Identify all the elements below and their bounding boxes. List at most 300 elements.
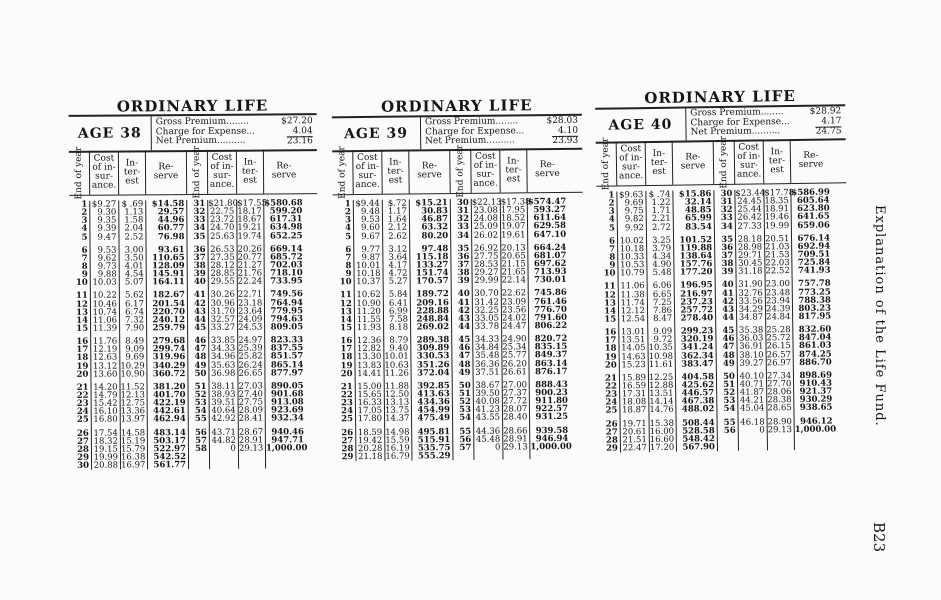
table-cell: 33.78 xyxy=(474,321,500,332)
table-cell: 30.96 xyxy=(210,298,235,309)
header-line: serve xyxy=(535,168,560,180)
table-cell: 647.10 xyxy=(533,229,567,240)
table-cell: 9.35 xyxy=(97,215,117,226)
table-cell: 145.91 xyxy=(152,269,185,280)
table-cell: 18.59 xyxy=(357,427,383,438)
table-cell: 51 xyxy=(194,381,207,392)
table-cell: 32.57 xyxy=(210,314,236,325)
table-cell: 27 xyxy=(77,436,89,447)
table-cell: 330.53 xyxy=(416,351,450,362)
table-cell: 28.40 xyxy=(503,412,528,423)
column-right-cost xyxy=(208,200,239,469)
table-cell: 10.01 xyxy=(384,351,409,363)
header-line: In- xyxy=(770,146,784,157)
table-cell: 10 xyxy=(603,268,616,279)
table-cell: 9.39 xyxy=(97,223,117,235)
table-cell: 6.65 xyxy=(652,289,672,300)
table-cell: 764.94 xyxy=(270,297,303,309)
table-cell: $ .69 xyxy=(121,199,144,210)
table-cell: 383.47 xyxy=(681,358,714,370)
header-end-of-year xyxy=(69,146,90,200)
table-cell: 16.97 xyxy=(121,460,146,471)
column-left-interest xyxy=(646,191,677,452)
table-cell: 1,000.00 xyxy=(265,443,308,454)
table-cell: 52 xyxy=(458,396,471,408)
table-cell: 6.41 xyxy=(388,298,408,309)
table-cell: 10.37 xyxy=(356,277,381,288)
table-cell: 43 xyxy=(194,306,207,317)
table-cell: 20.26 xyxy=(237,244,262,255)
table-cell: 3.25 xyxy=(652,235,672,246)
table-cell: 7 xyxy=(609,244,616,255)
gross-premium-label: Gross Premium........ xyxy=(155,116,250,128)
table-title: ORDINARY LIFE xyxy=(644,86,796,108)
table-cell: 5.62 xyxy=(124,290,144,301)
table-cell: 9.48 xyxy=(360,206,380,218)
table-cell: 35 xyxy=(193,231,206,242)
table-cell: 32 xyxy=(457,214,470,225)
table-cell: 11.38 xyxy=(620,289,645,300)
table-cell: 37 xyxy=(721,250,734,262)
table-cell: 9.09 xyxy=(125,344,145,355)
header-label: End of year xyxy=(600,137,611,191)
column-headers xyxy=(69,145,317,200)
table-cell: 901.68 xyxy=(271,389,304,400)
table-cell: 22.75 xyxy=(209,206,235,218)
table-cell: 3 xyxy=(345,215,352,226)
table-cell: 13 xyxy=(604,298,616,309)
table-cell: 28.41 xyxy=(238,413,264,425)
header-line: serve xyxy=(798,159,824,170)
table-cell: 11.39 xyxy=(92,323,118,334)
table-cell: 13.75 xyxy=(384,405,410,417)
table-cell: 9.72 xyxy=(653,334,673,346)
gross-premium-label: Gross Premium........ xyxy=(424,116,519,128)
table-cell: 10.35 xyxy=(648,343,673,354)
table-cell: 48 xyxy=(722,350,735,361)
table-cell: 19 xyxy=(340,360,353,371)
table-cell: 434.36 xyxy=(417,397,450,408)
table-cell: 44.21 xyxy=(739,395,765,407)
table-cell: 14.76 xyxy=(649,405,674,416)
table-cell: 29.27 xyxy=(474,267,499,278)
header-line: est xyxy=(243,175,257,186)
table-cell: 29 xyxy=(341,452,354,463)
table-cell: 42 xyxy=(458,305,470,316)
table-cell: 46 xyxy=(722,334,735,345)
table-cell: 43.55 xyxy=(475,412,501,424)
table-cell: 43 xyxy=(458,313,471,324)
page-number: B23 xyxy=(870,522,888,553)
table-cell: 741.93 xyxy=(797,265,831,277)
table-cell: 874.25 xyxy=(799,349,832,360)
table-cell: 22.52 xyxy=(765,266,790,277)
table-cell: 39.27 xyxy=(739,358,764,369)
table-cell: 938.65 xyxy=(799,402,833,414)
table-cell: 6 xyxy=(609,236,616,247)
table-cell: 0 xyxy=(494,442,501,453)
table-cell: 503.17 xyxy=(153,435,186,446)
table-cell: 45 xyxy=(722,325,735,337)
header-line: ter- xyxy=(768,155,786,166)
header-end-of-year xyxy=(450,144,471,198)
table-cell: 12.36 xyxy=(356,335,382,347)
table-cell: 6.06 xyxy=(652,281,672,292)
table-cell: 22 xyxy=(605,381,618,392)
table-cell: 30.83 xyxy=(421,206,448,217)
table-cell: 13.83 xyxy=(357,360,382,371)
table-cell: 725.84 xyxy=(797,257,831,269)
table-cell: 24 xyxy=(341,406,354,417)
table-cell: 46.87 xyxy=(421,214,449,225)
header-line: In- xyxy=(389,157,402,168)
table-cell: 26.65 xyxy=(238,368,263,379)
table-cell: 21.51 xyxy=(622,434,647,446)
table-cell: 28 xyxy=(605,435,618,446)
table-cell: 65.99 xyxy=(685,213,712,224)
table-cell: 341.24 xyxy=(680,342,714,353)
table-cell: 30.26 xyxy=(210,290,235,301)
table-cell: 10.79 xyxy=(620,268,645,279)
table-cell: 43.71 xyxy=(211,427,236,438)
table-cell: 634.98 xyxy=(269,222,303,233)
table-cell: 3 xyxy=(81,216,88,227)
header-line: sur- xyxy=(358,170,377,182)
expense-charge-value: 4.10 xyxy=(557,125,579,136)
table-cell: 11.26 xyxy=(384,368,409,379)
table-cell: 20 xyxy=(340,368,353,379)
table-cell: 23 xyxy=(605,389,618,400)
table-cell: 548.42 xyxy=(682,433,715,445)
table-cell: 817.95 xyxy=(798,311,832,322)
table-cell: 44.96 xyxy=(157,215,185,226)
header-line: of in- xyxy=(355,161,380,173)
table-cell: 34 xyxy=(720,221,733,232)
table-cell: 38 xyxy=(721,258,734,270)
table-cell: 48 xyxy=(458,359,471,370)
table-cell: 488.02 xyxy=(681,404,715,415)
table-cell: $23.44 xyxy=(735,188,766,199)
table-cell: 555.29 xyxy=(417,451,451,462)
table-cell: 20.88 xyxy=(93,460,119,471)
column-right-years xyxy=(187,200,210,469)
table-cell: 1.22 xyxy=(651,197,671,209)
table-cell: 823.33 xyxy=(270,335,304,346)
table-cell: $574.47 xyxy=(527,196,567,208)
expense-charge-label: Charge for Expense... xyxy=(155,126,256,138)
table-cell: 128.09 xyxy=(152,261,185,272)
table-cell: 11.88 xyxy=(384,381,410,392)
table-cell: 14.58 xyxy=(120,427,146,439)
table-cell: 46.18 xyxy=(740,416,765,428)
table-cell: $9.63 xyxy=(619,190,644,201)
table-cell: 28.85 xyxy=(210,268,235,280)
table-cell: 18.91 xyxy=(764,204,790,215)
table-cell: 9.77 xyxy=(361,244,381,255)
table-cell: 27.35 xyxy=(210,252,235,263)
table-cell: 36 xyxy=(457,251,470,262)
table-cell: 9.62 xyxy=(97,253,117,264)
table-cell: 15.65 xyxy=(357,389,382,401)
table-cell: 911.80 xyxy=(535,395,568,407)
table-cell: 910.43 xyxy=(799,378,833,389)
expense-charge-label: Charge for Expense... xyxy=(425,126,525,138)
table-cell: 25.44 xyxy=(737,204,762,216)
table-cell: 535.75 xyxy=(417,442,451,454)
table-cell: 3.00 xyxy=(124,245,144,256)
table-cell: 31.18 xyxy=(738,266,763,278)
table-cell: 257.72 xyxy=(680,304,714,316)
table-cell: 28.65 xyxy=(767,403,792,414)
header-line: Cost xyxy=(93,153,115,164)
table-cell: 12.54 xyxy=(620,314,646,325)
table-cell: 605.64 xyxy=(796,195,830,207)
table-cell: 1 xyxy=(608,190,615,201)
table-cell: 151.74 xyxy=(415,268,449,279)
table-cell: 803.23 xyxy=(798,303,832,314)
table-cell: 35.48 xyxy=(475,350,500,362)
table-cell: 23 xyxy=(76,398,89,409)
table-cell: 9.75 xyxy=(624,206,644,217)
table-cell: 29 xyxy=(606,443,619,454)
table-cell: 39 xyxy=(193,269,206,280)
table-cell: 5 xyxy=(608,223,615,234)
table-cell: 14.14 xyxy=(649,396,674,408)
header-line: Re- xyxy=(158,162,174,173)
table-cell: 17.95 xyxy=(500,205,526,216)
table-cell: 2.62 xyxy=(388,231,408,242)
table-cell: 51 xyxy=(723,379,736,390)
gross-premium-label: Gross Premium........ xyxy=(690,107,784,119)
table-cell: 10.90 xyxy=(356,298,381,309)
age-label: AGE 38 xyxy=(69,116,152,151)
header-line: est xyxy=(125,175,139,186)
header-line: serve xyxy=(680,161,706,172)
table-cell: 508.44 xyxy=(682,417,715,429)
table-cell: 220.70 xyxy=(152,306,186,317)
table-cell: 9.09 xyxy=(653,326,673,338)
table-cell: 483.14 xyxy=(153,427,186,438)
table-cell: 52 xyxy=(723,387,736,399)
table-cell: 19 xyxy=(604,352,617,363)
table-cell: 664.24 xyxy=(533,242,567,253)
table-cell: 25.28 xyxy=(766,325,791,336)
table-cell: 14.37 xyxy=(385,413,410,425)
table-cell: 35.63 xyxy=(210,360,236,371)
column-right-interest xyxy=(237,200,266,469)
table-cell: 30 xyxy=(720,188,733,200)
table-cell: 7 xyxy=(345,252,352,264)
table-cell: 24.45 xyxy=(737,196,762,207)
table-cell: 4.34 xyxy=(652,251,672,262)
table-cell: 16 xyxy=(76,336,89,347)
table-cell: 39 xyxy=(457,276,470,287)
table-cell: 14 xyxy=(340,314,353,326)
table-cell: 26 xyxy=(341,427,354,438)
table-age-38 xyxy=(68,91,319,533)
table-cell: 20.51 xyxy=(764,233,790,245)
table-cell: 259.79 xyxy=(152,323,186,334)
table-cell: 806.22 xyxy=(534,320,568,332)
table-cell: 34.33 xyxy=(474,334,500,345)
table-cell: 1 xyxy=(81,199,88,210)
age-label: AGE 39 xyxy=(332,117,421,150)
table-cell: 3.50 xyxy=(124,253,144,264)
column-left-years xyxy=(69,201,92,470)
table-cell: 1.17 xyxy=(387,206,407,217)
table-cell: 340.29 xyxy=(152,360,186,371)
table-cell: 299.74 xyxy=(152,344,186,355)
table-cell: 53 xyxy=(194,398,207,409)
table-cell: 27.34 xyxy=(766,370,792,382)
table-cell: $22.13 xyxy=(471,197,502,208)
table-cell: 9 xyxy=(609,260,616,271)
table-cell: 28.91 xyxy=(238,435,264,446)
table-cell: 76.98 xyxy=(157,231,185,242)
table-cell: 196.95 xyxy=(680,280,713,292)
table-cell: 12.50 xyxy=(384,389,410,400)
table-cell: $17.38 xyxy=(500,197,531,208)
table-cell: 12.88 xyxy=(649,380,674,391)
table-cell: 36.03 xyxy=(739,333,764,345)
expense-charge-value: 4.04 xyxy=(292,125,313,137)
table-cell: 57 xyxy=(459,442,472,453)
table-cell: 6.17 xyxy=(124,298,144,310)
table-cell: 629.58 xyxy=(533,221,567,232)
table-cell: 676.14 xyxy=(797,233,831,244)
header-line: In- xyxy=(243,157,257,168)
table-cell: 11.76 xyxy=(92,336,118,347)
table-cell: 35 xyxy=(721,234,734,245)
table-cell: 19.71 xyxy=(622,418,647,429)
table-cell: 16.59 xyxy=(621,381,647,392)
table-cell: $9.44 xyxy=(355,198,380,210)
table-cell: 21 xyxy=(76,382,89,393)
table-cell: 947.71 xyxy=(271,434,304,446)
table-cell: 43 xyxy=(722,304,735,315)
table-cell: 9.82 xyxy=(624,214,644,225)
table-cell: 16 xyxy=(604,327,617,338)
column-left-cost xyxy=(354,200,386,461)
table-cell: 362.34 xyxy=(681,350,714,362)
header-line: sur- xyxy=(740,160,758,171)
table-cell: 16.80 xyxy=(93,414,118,426)
table-cell: 28.66 xyxy=(503,425,528,437)
header-interest xyxy=(764,139,792,183)
table-cell: 42 xyxy=(194,298,206,309)
table-cell: 776.70 xyxy=(534,304,567,315)
table-cell: 52 xyxy=(194,389,207,400)
table-cell: 21.03 xyxy=(765,241,790,253)
table-cell: 730.01 xyxy=(534,275,567,286)
table-cell: 19.15 xyxy=(93,444,118,455)
table-cell: 32 xyxy=(193,207,206,218)
table-cell: 8.79 xyxy=(389,335,409,346)
table-cell: 16.79 xyxy=(385,451,410,462)
table-cell: 10.01 xyxy=(356,260,381,272)
table-cell: 913.08 xyxy=(271,397,304,408)
table-cell: 24.97 xyxy=(238,335,263,346)
column-left-interest xyxy=(119,200,148,469)
table-cell: 22 xyxy=(76,390,89,401)
table-cell: 38 xyxy=(457,268,470,279)
table-cell: $586.99 xyxy=(791,187,830,199)
table-cell: 10.33 xyxy=(619,252,645,263)
table-cell: 21.65 xyxy=(501,267,526,278)
table-cell: 12.75 xyxy=(120,398,146,409)
table-cell: 4.90 xyxy=(652,259,672,271)
header-line: ter- xyxy=(123,166,141,177)
table-cell: 528.58 xyxy=(682,425,715,437)
table-cell: 13 xyxy=(340,306,352,317)
table-cell: 44 xyxy=(194,314,207,325)
table-age-39 xyxy=(332,96,587,539)
table-cell: 21.76 xyxy=(237,268,263,279)
table-cell: 46 xyxy=(194,336,207,347)
table-cell: 24.08 xyxy=(473,213,499,225)
table-cell: 3.79 xyxy=(652,243,672,254)
table-cell: 9.53 xyxy=(97,245,117,256)
table-cell: 4.17 xyxy=(388,260,408,271)
header-cost xyxy=(735,139,765,183)
table-cell: 923.69 xyxy=(271,405,304,416)
table-cell: 442.61 xyxy=(153,406,186,417)
table-cell: 14.79 xyxy=(93,390,118,401)
table-cell: 8 xyxy=(345,261,352,272)
table-cell: 641.65 xyxy=(797,211,830,223)
table-cell: 29.55 xyxy=(210,276,235,288)
table-cell: 28.53 xyxy=(474,259,499,270)
table-cell: 28.12 xyxy=(210,260,235,271)
table-cell: 19.99 xyxy=(93,452,119,463)
header-line: ter- xyxy=(241,166,259,177)
table-cell: 932.34 xyxy=(271,413,304,424)
table-cell: 18 xyxy=(604,343,617,355)
table-cell: 24.70 xyxy=(210,223,235,234)
table-cell: 25.72 xyxy=(766,333,791,344)
table-cell: 44 xyxy=(722,312,735,323)
table-cell: 32 xyxy=(720,205,733,216)
table-cell: 24.90 xyxy=(502,334,527,345)
table-cell: 10.62 xyxy=(356,290,381,301)
header-line: of in- xyxy=(210,161,234,172)
table-cell: 248.84 xyxy=(416,313,450,325)
table-cell: 422.19 xyxy=(153,398,186,409)
table-cell: 30.70 xyxy=(474,288,499,300)
table-cell: 1,000.00 xyxy=(530,441,572,453)
premium-box xyxy=(152,115,317,150)
table-cell: 8 xyxy=(609,252,616,263)
table-cell: 7 xyxy=(81,253,88,264)
table-cell: 27 xyxy=(341,435,354,446)
header-line: In- xyxy=(507,155,520,166)
table-cell: 22.62 xyxy=(501,288,527,299)
table-cell: 12 xyxy=(339,298,352,309)
table-cell: 209.16 xyxy=(416,297,449,308)
table-cell: 41.23 xyxy=(475,404,501,416)
table-cell: 2.04 xyxy=(124,223,144,234)
header-line: sur- xyxy=(476,169,495,180)
header-label: End of year xyxy=(73,146,84,200)
table-cell: 849.37 xyxy=(534,350,568,361)
premium-box xyxy=(421,116,582,150)
table-cell: 15.38 xyxy=(649,418,675,429)
table-cell: 119.88 xyxy=(679,242,713,254)
table-cell: $17.55 xyxy=(237,198,268,209)
table-cell: 33.05 xyxy=(474,313,500,324)
table-cell: 877.97 xyxy=(270,367,304,379)
table-cell: 31.90 xyxy=(738,279,763,291)
